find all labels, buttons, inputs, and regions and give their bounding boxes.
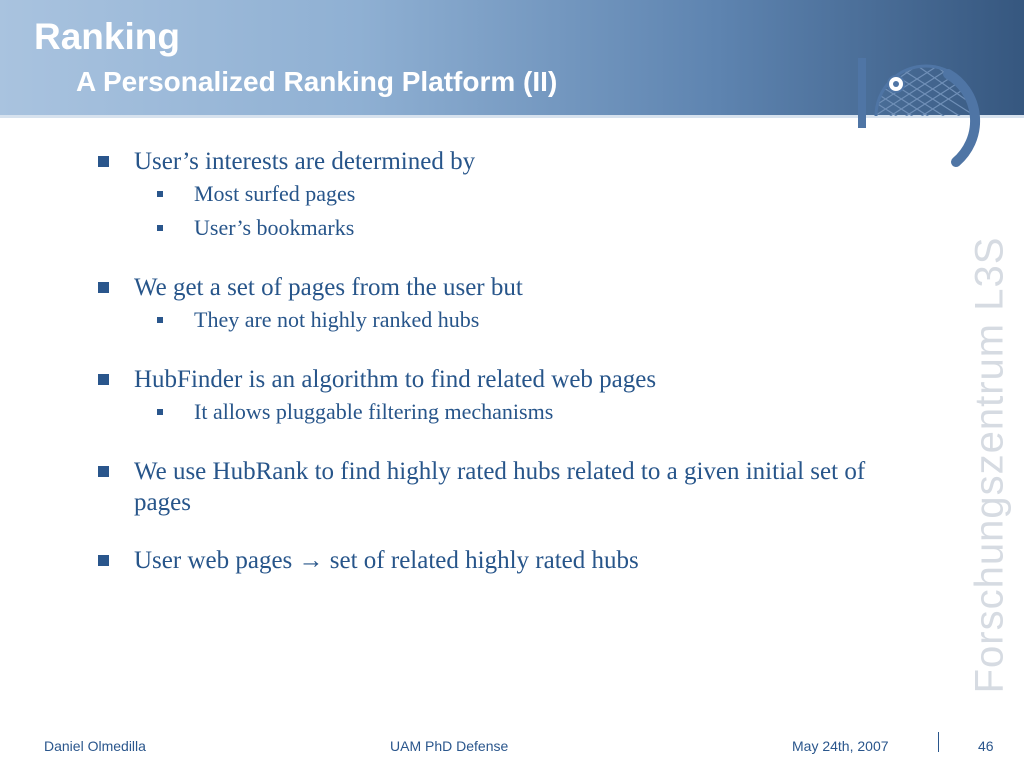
bullet-group xyxy=(96,146,926,245)
sub-bullet-text: They are not highly ranked hubs xyxy=(194,307,480,332)
small-square-bullet-icon xyxy=(157,225,163,231)
square-bullet-icon xyxy=(98,466,109,477)
square-bullet-icon xyxy=(98,282,109,293)
footer-page-number: 46 xyxy=(978,738,994,754)
sub-bullet-item xyxy=(96,303,926,337)
bullet-group xyxy=(96,545,926,576)
side-brand-label: Forschungszentrum L3S xyxy=(967,236,1012,694)
bullet-text: User’s interests are determined by xyxy=(134,148,476,175)
slide-subtitle: A Personalized Ranking Platform (II) xyxy=(76,66,558,97)
bullet-group xyxy=(96,272,926,337)
slide-footer xyxy=(0,730,1024,760)
sub-bullet-item xyxy=(96,177,926,211)
bullet-text: We use HubRank to find highly rated hubs related to a given initial set of pages xyxy=(134,458,866,516)
sub-bullet-item xyxy=(96,211,926,245)
bullet-text: HubFinder is an algorithm to find related web pages xyxy=(134,366,657,393)
slide-title: Ranking xyxy=(34,16,180,57)
bullet-text: We get a set of pages from the user but xyxy=(134,274,523,301)
small-square-bullet-icon xyxy=(157,317,163,323)
sub-bullet-text: Most surfed pages xyxy=(194,181,356,206)
sub-bullet-item xyxy=(96,395,926,429)
square-bullet-icon xyxy=(98,555,109,566)
bullet-group xyxy=(96,456,926,518)
footer-divider xyxy=(938,732,939,752)
square-bullet-icon xyxy=(98,156,109,167)
footer-author: Daniel Olmedilla xyxy=(44,738,146,754)
bullet-item xyxy=(96,545,926,576)
bullet-item xyxy=(96,364,926,395)
side-brand-text xyxy=(967,236,1012,694)
bullet-text: User web pages → set of related highly rated hubs xyxy=(134,547,639,574)
bullet-item xyxy=(96,272,926,303)
footer-date: May 24th, 2007 xyxy=(792,738,889,754)
bullet-item xyxy=(96,456,926,518)
small-square-bullet-icon xyxy=(157,191,163,197)
square-bullet-icon xyxy=(98,374,109,385)
small-square-bullet-icon xyxy=(157,409,163,415)
footer-event: UAM PhD Defense xyxy=(390,738,509,754)
bullet-group xyxy=(96,364,926,429)
sub-bullet-text: User’s bookmarks xyxy=(194,215,355,240)
bullet-item xyxy=(96,146,926,177)
sub-bullet-text: It allows pluggable filtering mechanisms xyxy=(194,399,554,424)
slide-body xyxy=(96,146,926,603)
